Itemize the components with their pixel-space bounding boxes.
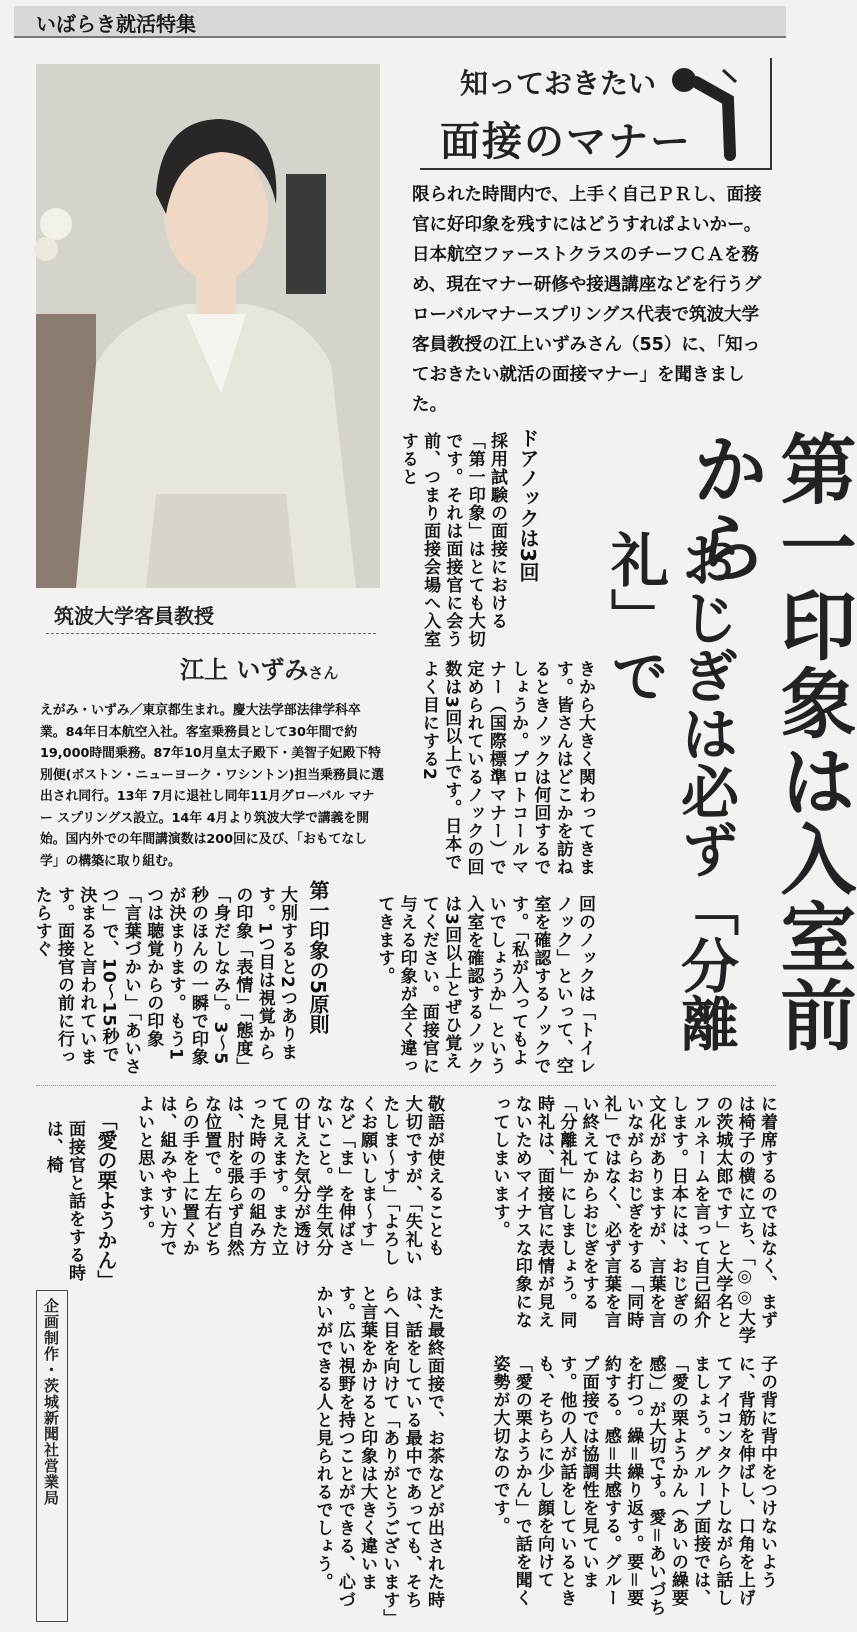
body-door-knock: 採用試験の面接における「第一印象」はとても大切です。それは面接官に会う前、つまり面接会場へ入室すると — [397, 432, 507, 648]
subhead-five-principles: 第一印象の5原則 — [306, 880, 330, 1034]
body-bottom-3: 子の背に背中をつけないように、背筋を伸ばし、口角を上げてアイコンタクトしながら話しましょう。グループ面接では、「愛の栗ようかん（あいの繰要感）」が大切です。愛＝あいづちを打つ。繰＝繰り返す。要＝要約する。感＝共感する。グループ面接では協調性を見ています。他の人が話をしているときも、そちらに少し顔を向けて「愛の栗ようかん」で話を聞く姿勢が大切なのです。 — [489, 1355, 777, 1617]
caption-name — [180, 650, 338, 685]
title-line1: 知っておきたい — [460, 67, 657, 100]
body-ai-intro: 面接官と話をする時は、椅 — [42, 1120, 85, 1282]
body-column-3: 回のノックは「トイレノック」といって、空室を確認するノックです。「私が入ってもよいでしょうか」という入室を確認するノックは3回以上とぜひ覚えてください。面接官に与える印象が全く違ってきます。 — [374, 895, 595, 1075]
subhead-door-knock: ドアノックは3回 — [516, 428, 540, 582]
body-five-principles: 大別すると2つあります。1つ目は視覚からの印象「表情」「態度」「身だしなみ」。3〜5秒のほんの一瞬で印象が決まります。もう1つは聴覚からの印象「言葉づかい」「あいさつ」で、10〜15秒で決まると言われています。面接官の前に行ったらすぐ — [31, 886, 297, 1076]
caption-divider — [46, 633, 376, 634]
body-bottom-2: 敬語が使えることも大切ですが、「失礼いたしま〜す」「よろしくお願いしま〜す」など「ま」を伸ばさないこと。学生気分の甘えた気分が透けて見えます。また立った時の手の組み方は、肘を張らず自然な位置で。左右どちらの手を上に置くかは、組みやすい方でよいと思います。 — [134, 1095, 444, 1267]
caption-role: 筑波大学客員教授 — [54, 604, 214, 628]
caption-honorific: さん — [308, 664, 339, 682]
section-header — [14, 6, 786, 38]
title-line2: 面接のマナー — [440, 119, 692, 165]
bowing-figure-icon — [668, 60, 748, 160]
lead-paragraph: 限られた時間内で、上手く自己ＰＲし、面接官に好印象を残すにはどうすればよいかー。日本航空ファーストクラスのチーフＣＡを務め、現在マナー研修や接遇講座などを行うグローバルマナースプリングス代表で筑波大学客員教授の江上いずみさん（55）に、「知っておきたい就活の面接マナー」を聞きました。 — [412, 185, 762, 415]
section-header-label: いばらき就活特集 — [36, 12, 196, 36]
body-column-2: きから大きく関わってきます。皆さんはどこかを訪ねるときノックは何回するでしょうか。プロトコールマナー（国際標準マナー）で定められているノックの回数は3回以上です。日本でよく目にする2 — [418, 660, 595, 876]
body-bottom-1: に着席するのではなく、まずは椅子の横に立ち、「◎◎大学の茨城太郎です」と大学名とフルネームを言って自己紹介します。日本には、おじぎの文化がありますが、言葉を言いながらおじぎをする「同時礼」ではなく、必ず言葉を言い終えてからおじぎをする「分離礼」にしましょう。同時礼は、面接官に表情が見えないためマイナスな印象になってしまいます。 — [489, 1095, 777, 1345]
headline-main: 第一印象は入室前から — [680, 430, 857, 1054]
subhead-ai-no-kuri-yokan: 「愛の栗ようかん」 — [94, 1110, 118, 1290]
portrait-photo — [36, 64, 380, 588]
caption-name-text: 江上 いずみ — [180, 656, 309, 684]
section-divider — [36, 1085, 776, 1086]
headline-sub: おじぎは必ず「分離礼」で — [601, 530, 739, 1052]
credit-text: 企画制作・茨城新聞社営業局 — [42, 1298, 60, 1506]
body-bottom-4: また最終面接で、お茶などが出された時は、話をしている最中であっても、そちらへ目を向けて「ありがとうございます」と言葉をかけると印象は大きく違います。広い視野を持つことができる、心づかいができる人と見られるでしょう。 — [312, 1285, 444, 1619]
biography: えがみ・いずみ／東京都生まれ。慶大法学部法律学科卒業。84年日本航空入社。客室乗務員として30年間で約19,000時間乗務。87年10月皇太子殿下・美智子妃殿下特別便(ボストン・ニューヨーク・ワシントン)担当乗務員に選出され同行。13年 7月に退社し同年11月グローバル マナー スプリングス設立。14年 4月より筑波大学で講義を開始。国内外での年間講演数は200回に及び、「おもてなし学」の構築に取り組む。 — [40, 703, 385, 869]
portrait-illustration — [36, 64, 380, 588]
